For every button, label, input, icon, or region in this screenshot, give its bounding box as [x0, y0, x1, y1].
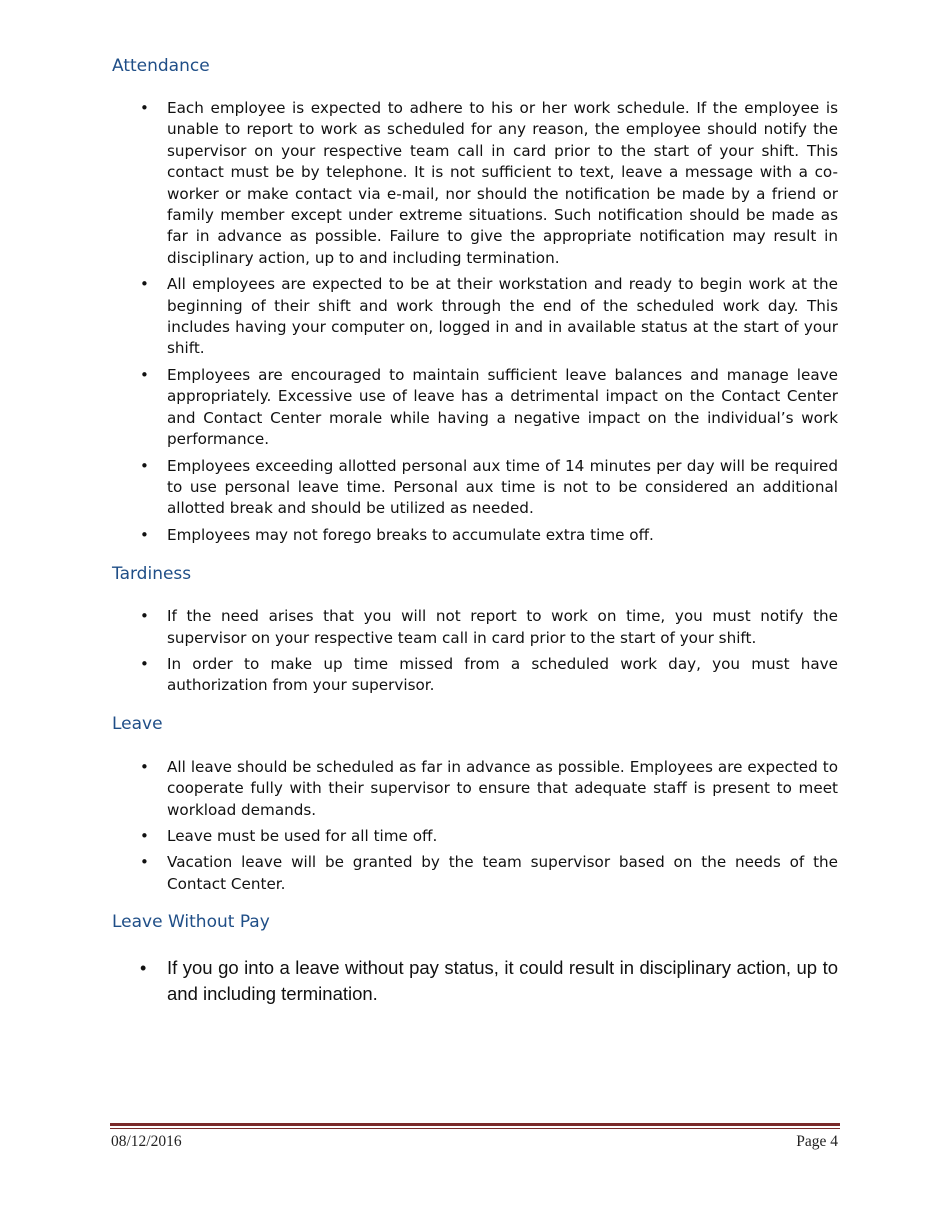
list-item: • Vacation leave will be granted by the team supervisor based on the needs of the Contact Center.	[112, 852, 838, 895]
bullet-list	[112, 98, 838, 546]
list-item: • Employees may not forego breaks to accumulate extra time off.	[112, 525, 838, 546]
list-item: • Employees exceeding allotted personal aux time of 14 minutes per day will be required to use personal leave time. Personal aux time is not to be considered an additional allotted break and should be utilized as needed.	[112, 456, 838, 520]
section-heading: Tardiness	[112, 564, 192, 585]
bullet-list	[112, 955, 838, 1007]
section-heading: Leave	[112, 713, 163, 734]
list-item: • If you go into a leave without pay status, it could result in disciplinary action, up to and including termination.	[112, 955, 838, 1007]
footer-divider	[110, 1123, 840, 1129]
list-item: • Each employee is expected to adhere to his or her work schedule. If the employee is unable to report to work as scheduled for any reason, the employee should notify the supervisor on your respective team call in card prior to the start of your shift. This contact must be by telephone. It is not sufficient to text, leave a message with a co-worker or make contact via e-mail, nor should the notification be made by a friend or family member except under extreme situations. Such notification should be made as far in advance as possible. Failure to give the appropriate notification may result in disciplinary action, up to and including termination.	[112, 98, 838, 269]
list-item: • All leave should be scheduled as far in advance as possible. Employees are expected to cooperate fully with their supervisor to ensure that adequate staff is present to meet workload demands.	[112, 757, 838, 821]
section-heading: Attendance	[112, 56, 210, 76]
section-tardiness	[112, 562, 838, 697]
document-body	[112, 54, 838, 1012]
list-item: • In order to make up time missed from a scheduled work day, you must have authorization from your supervisor.	[112, 654, 838, 697]
section-leave-without-pay	[112, 910, 838, 1007]
footer-date: 08/12/2016	[111, 1133, 182, 1150]
footer-rule-thick	[110, 1123, 840, 1126]
section-heading: Leave Without Pay	[112, 912, 270, 933]
list-item: • If the need arises that you will not report to work on time, you must notify the supervisor on your respective team call in card prior to the start of your shift.	[112, 606, 838, 649]
page-number: Page 4	[796, 1133, 838, 1150]
bullet-list	[112, 757, 838, 895]
bullet-list	[112, 606, 838, 697]
section-attendance	[112, 54, 838, 546]
list-item: • All employees are expected to be at their workstation and ready to begin work at the beginning of their shift and work through the end of the scheduled work day. This includes having your computer on, logged in and in available status at the start of your shift.	[112, 274, 838, 360]
list-item: • Leave must be used for all time off.	[112, 826, 838, 847]
list-item: • Employees are encouraged to maintain sufficient leave balances and manage leave appropriately. Excessive use of leave has a detrimental impact on the Contact Center and Contact Center morale while having a negative impact on the individual’s work performance.	[112, 365, 838, 451]
footer-rule-thin	[110, 1128, 840, 1129]
section-leave	[112, 712, 838, 895]
